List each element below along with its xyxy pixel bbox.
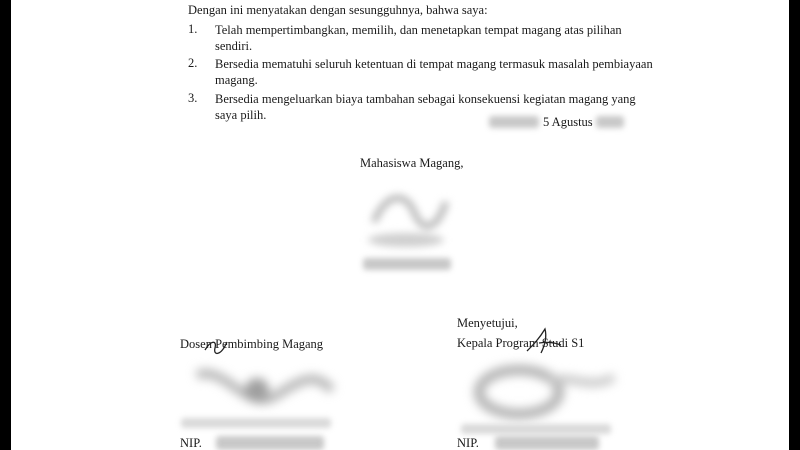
- redacted-city: [489, 116, 539, 128]
- item-number: 2.: [188, 56, 198, 70]
- program-head-signature-image: [459, 352, 619, 432]
- approval-label: Menyetujui,: [457, 316, 518, 330]
- item-number: 3.: [188, 91, 198, 105]
- redacted-student-id: [363, 258, 451, 270]
- redacted-head-name: [461, 424, 611, 434]
- advisor-signature-image: [187, 355, 337, 425]
- program-head-nip-label: NIP.: [457, 436, 479, 450]
- redacted-advisor-name: [181, 418, 331, 428]
- item-text: Bersedia mematuhi seluruh ketentuan di tempat magang termasuk masalah pembiayaan magang.: [215, 57, 653, 87]
- redacted-advisor-nip: [216, 436, 324, 450]
- advisor-title: Dosen Pembimbing Magang: [180, 337, 324, 351]
- student-signature-label: Mahasiswa Magang,: [360, 156, 464, 170]
- program-head-title: Kepala Program Studi S1: [457, 336, 585, 350]
- statement-intro: Dengan ini menyatakan dengan sesungguhnya, bahwa saya:: [188, 3, 488, 17]
- item-number: 1.: [188, 22, 198, 36]
- advisor-nip-label: NIP.: [180, 436, 202, 450]
- document-page: [11, 0, 789, 450]
- redacted-year: [596, 116, 624, 128]
- signing-date: 5 Agustus: [543, 115, 593, 129]
- redacted-head-nip: [495, 436, 599, 450]
- item-text: Telah mempertimbangkan, memilih, dan menetapkan tempat magang atas pilihan sendiri.: [215, 23, 622, 53]
- student-signature-image: [366, 182, 456, 252]
- item-text: Bersedia mengeluarkan biaya tambahan sebagai konsekuensi kegiatan magang yang saya pilih.: [215, 92, 636, 122]
